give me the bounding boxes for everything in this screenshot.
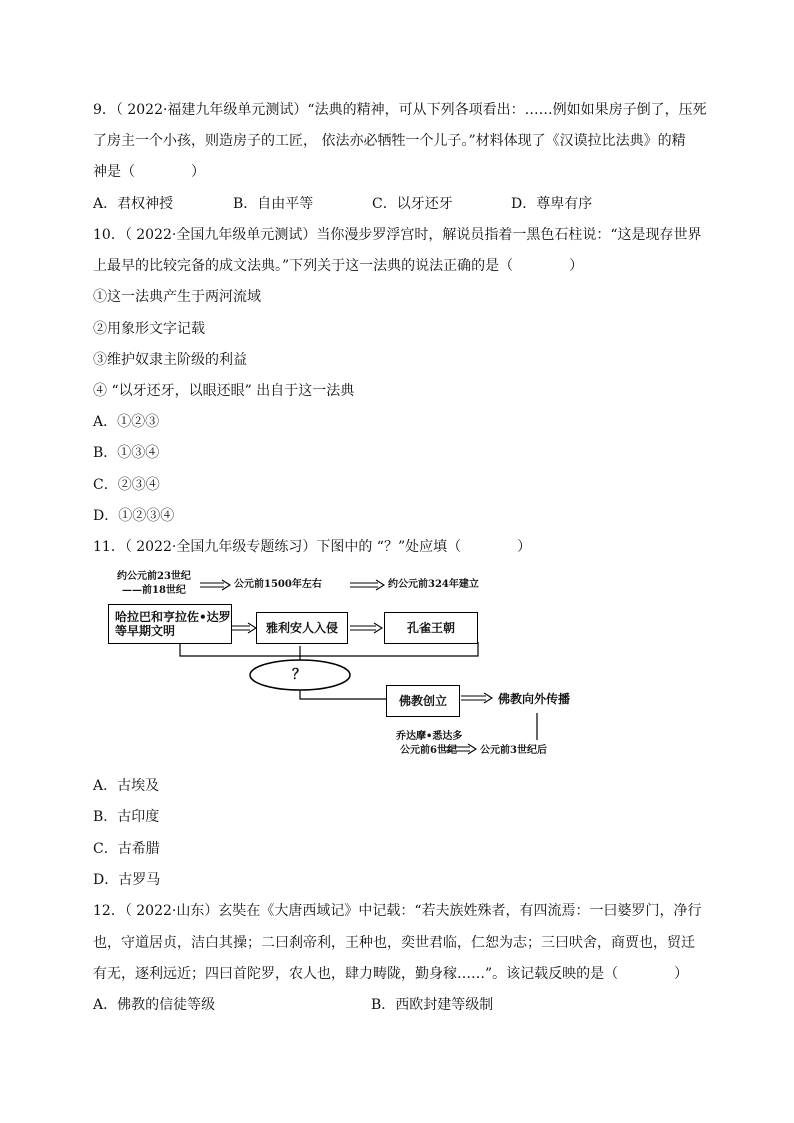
q11-stem: 11．（ 2022·全国九年级专题练习）下图中的 “？”处应填（ ） bbox=[93, 539, 532, 555]
label-siddhartha: 乔达摩•悉达多 bbox=[396, 731, 463, 742]
q9-stem-line-3: 神是（ ） bbox=[93, 164, 205, 180]
q10-item-3: ③维护奴隶主阶级的利益 bbox=[93, 352, 247, 368]
label-harappa-date-2: ——前18世纪 bbox=[122, 585, 186, 596]
box-maurya-dynasty: 孔雀王朝 bbox=[384, 612, 478, 644]
diagram-connectors bbox=[100, 568, 600, 768]
q9-stem-line-2: 了房主一个小孩，则造房子的工匠， 依法亦必牺牲一个儿子。”材料体现了《汉谟拉比法典》的精 bbox=[93, 133, 686, 149]
q10-option-c: C．②③④ bbox=[93, 477, 160, 493]
q11-option-d: D．古罗马 bbox=[93, 872, 161, 888]
q9-option-a: A．君权神授 bbox=[93, 196, 174, 212]
q9-option-b: B．自由平等 bbox=[233, 196, 314, 212]
q9-stem-line-1: 9．（ 2022·福建九年级单元测试）“法典的精神，可从下列各项看出：……例如如果房子倒了，压死 bbox=[93, 102, 707, 118]
text-buddhism-spread: 佛教向外传播 bbox=[498, 692, 571, 706]
q10-item-2: ②用象形文字记载 bbox=[93, 321, 205, 337]
label-harappa-date-1: 约公元前23世纪 bbox=[117, 571, 191, 582]
q10-option-d: D．①②③④ bbox=[93, 508, 175, 524]
q10-option-a: A．①②③ bbox=[93, 414, 160, 430]
india-history-diagram bbox=[100, 568, 600, 768]
q10-item-1: ①这一法典产生于两河流域 bbox=[93, 289, 261, 305]
q12-stem-line-3: 有无，逐利远近；四曰首陀罗，农人也，肆力畴陇，勤身稼……”。该记载反映的是（ ） bbox=[93, 966, 689, 982]
ellipse-question-mark: ？ bbox=[292, 667, 306, 683]
box-buddhism-founded: 佛教创立 bbox=[386, 685, 460, 717]
q10-option-b: B．①③④ bbox=[93, 445, 160, 461]
box-aryan-invasion: 雅利安人入侵 bbox=[256, 612, 348, 644]
q9-option-d: D．尊卑有序 bbox=[511, 196, 593, 212]
label-6th-century-bc: 公元前6世纪 bbox=[400, 745, 457, 756]
q9-option-c: C．以牙还牙 bbox=[372, 196, 453, 212]
q11-option-c: C．古希腊 bbox=[93, 841, 160, 857]
q12-stem-line-2: 也，守道居贞，洁白其操；二曰刹帝利，王种也，奕世君临，仁恕为志；三曰吠舍，商贾也，贸迁 bbox=[93, 935, 695, 951]
box-harappa: 哈拉巴和亨拉佐•达罗等早期文明 bbox=[108, 604, 232, 644]
label-maurya-date: 约公元前324年建立 bbox=[388, 579, 479, 590]
q10-stem-line-2: 上最早的比较完备的成文法典。”下列关于这一法典的说法正确的是（ ） bbox=[93, 258, 584, 274]
q11-option-a: A．古埃及 bbox=[93, 778, 160, 794]
q11-option-b: B．古印度 bbox=[93, 809, 160, 825]
q12-option-b: B．西欧封建等级制 bbox=[371, 997, 494, 1013]
q12-stem-line-1: 12．（ 2022·山东）玄奘在《大唐西域记》中记载：“若夫族姓殊者，有四流焉：一曰婆罗门，净行 bbox=[93, 903, 702, 919]
q10-stem-line-1: 10．（ 2022·全国九年级单元测试）当你漫步罗浮宫时，解说员指着一黑色石柱说：“这是现存世界 bbox=[93, 227, 702, 243]
q12-option-a: A．佛教的信徒等级 bbox=[93, 997, 216, 1013]
q10-item-4: ④ “以牙还牙，以眼还眼” 出自于这一法典 bbox=[93, 383, 355, 399]
label-3rd-century-bc: 公元前3世纪后 bbox=[480, 745, 547, 756]
label-aryan-date: 公元前1500年左右 bbox=[234, 579, 322, 590]
